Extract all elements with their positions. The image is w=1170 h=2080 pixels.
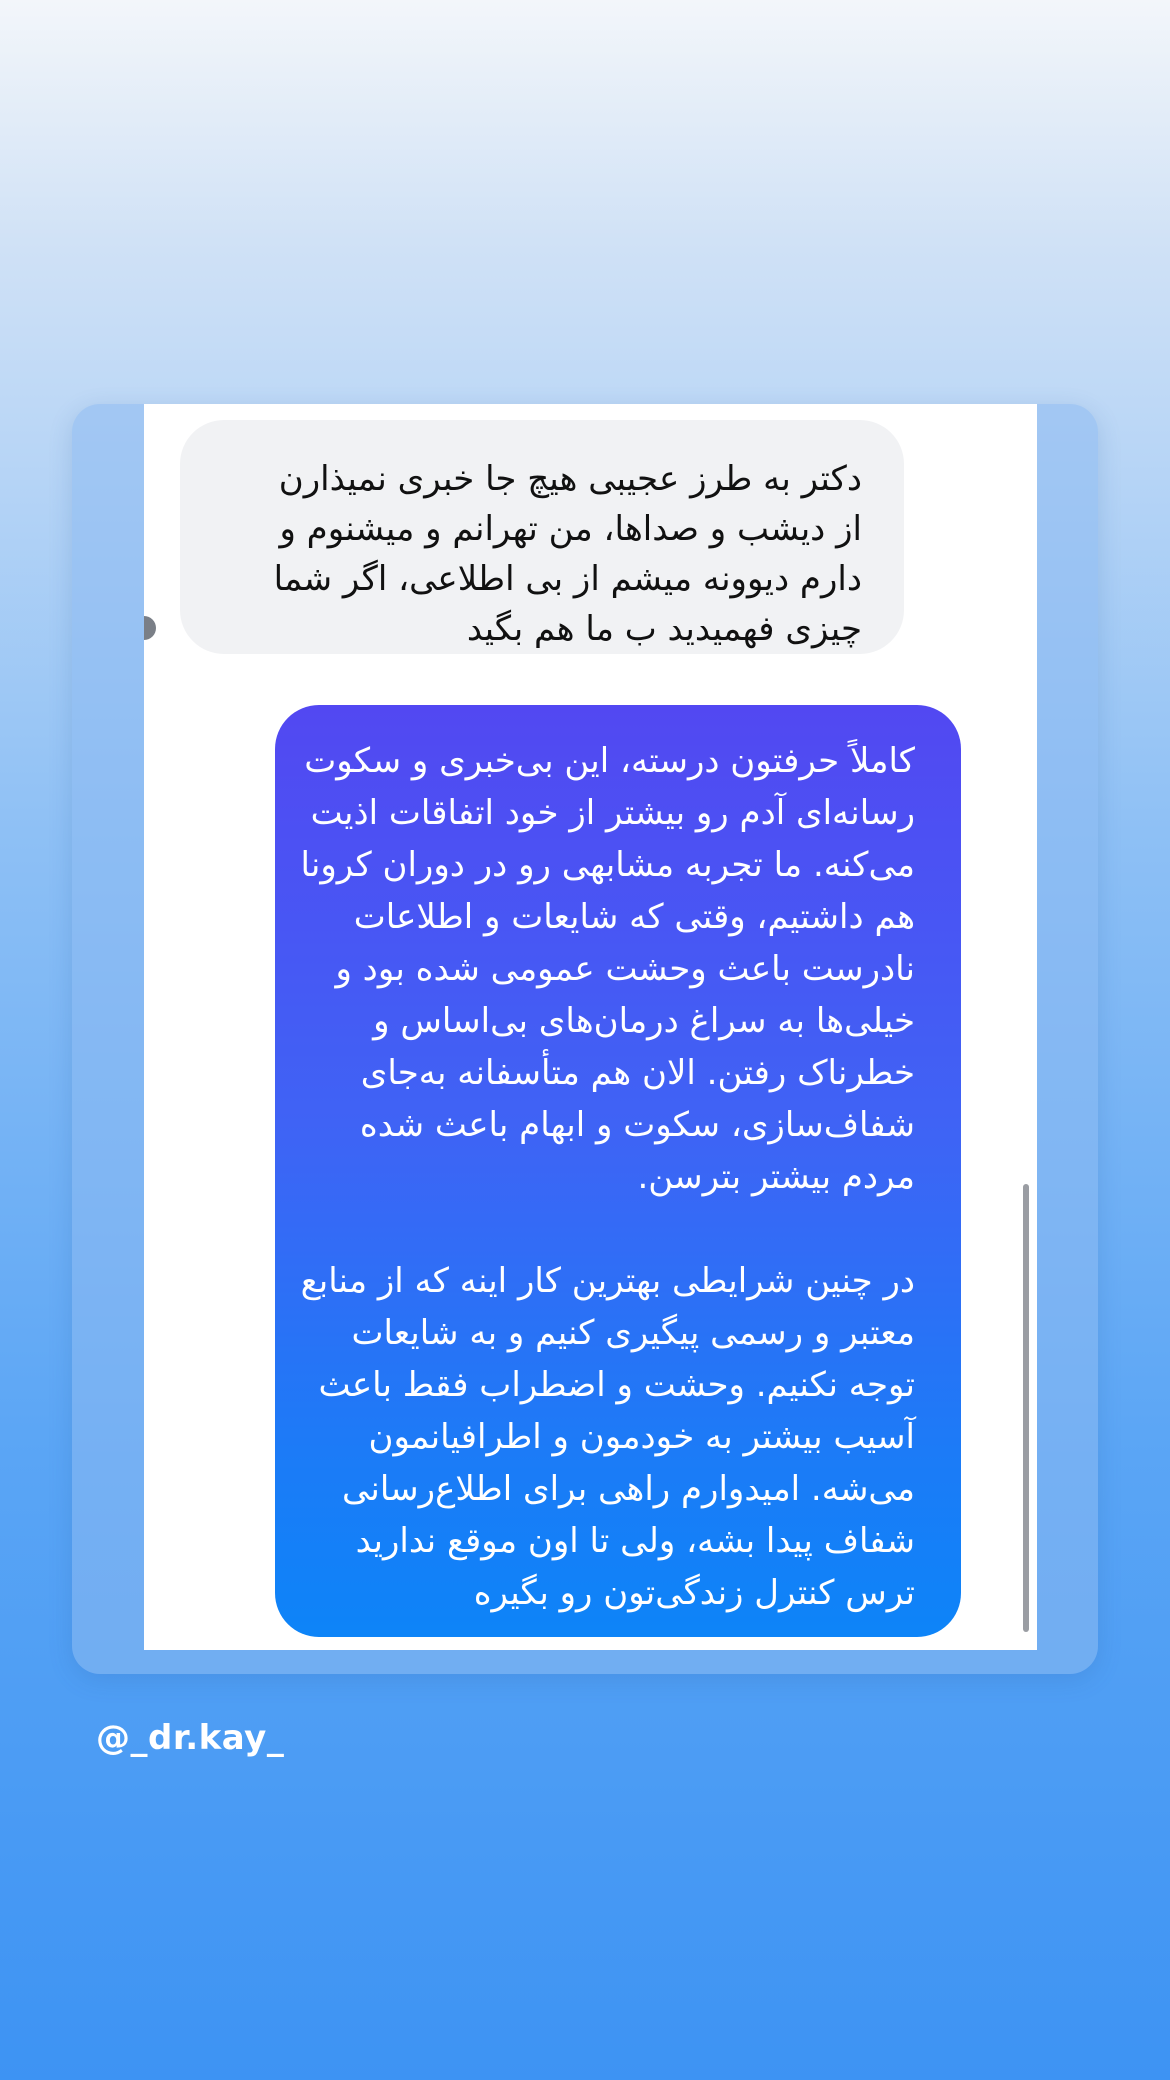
outgoing-message-bubble: کاملاً حرفتون درسته، این بی‌خبری و سکوت رسانه‌ای آدم رو بیشتر از خود اتفاقات اذیت می‌کنه. ما تجربه مشابهی رو در دوران کرونا هم داشتیم، وقتی که شایعات و اطلاعات نادرست باعث وحشت عمومی شده بود و خیلی‌ها به سراغ درمان‌های بی‌اساس و خطرناک رفتن. الان هم متأسفانه به‌جای شفاف‌سازی، سکوت و ابهام باعث شده مردم بیشتر بترسن. در چنین شرایطی بهترین کار اینه که از منابع معتبر و رسمی پیگیری کنیم و به شایعات توجه نکنیم. وحشت و اضطراب فقط باعث آسیب بیشتر به خودمون و اطرافیانمون می‌شه. امیدوارم راهی برای اطلاع‌رسانی شفاف پیدا بشه، ولی تا اون موقع ندارید ترس کنترل زندگی‌تون رو بگیره: [275, 705, 961, 1637]
avatar: [144, 616, 156, 640]
scrollbar[interactable]: [1023, 1184, 1029, 1632]
chat-screenshot: [144, 404, 1037, 1650]
username-mention[interactable]: @_dr.kay_: [96, 1718, 285, 1758]
incoming-message-bubble: دکتر به طرز عجیبی هیچ جا خبری نمیذارن از دیشب و صداها، من تهرانم و میشنوم و دارم دیوونه میشم از بی اطلاعی، اگر شما چیزی فهمیدید ب ما هم بگید: [180, 420, 904, 654]
